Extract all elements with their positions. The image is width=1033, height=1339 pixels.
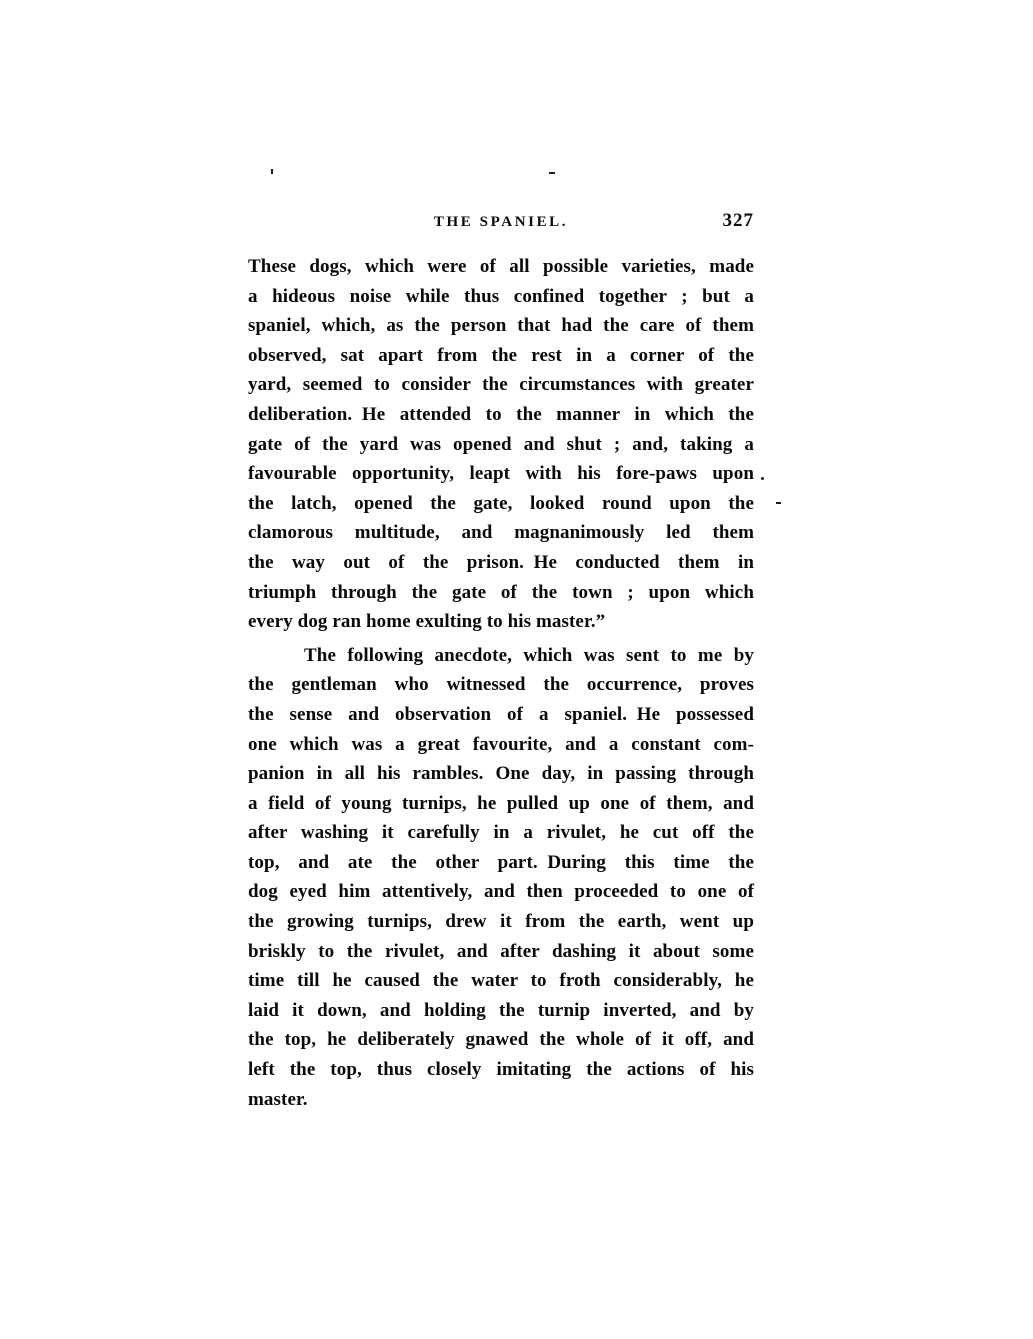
text-line: dog eyed him attentively, and then proceeded to one of (248, 881, 754, 903)
text-line: every dog ran home exulting to his master.” (248, 611, 606, 633)
text-line: top, and ate the other part. During this time the (248, 851, 754, 873)
text-line: briskly to the rivulet, and after dashing it about some (248, 940, 754, 962)
scan-speck (549, 172, 555, 174)
page-number: 327 (722, 210, 754, 231)
text-line: the top, he deliberately gnawed the whole of it off, and (248, 1029, 754, 1051)
text-line: one which was a great favourite, and a constant com- (248, 733, 754, 755)
text-line: The following anecdote, which was sent to me by (304, 644, 754, 666)
text-line: after washing it carefully in a rivulet, he cut off the (248, 822, 754, 844)
text-line: laid it down, and holding the turnip inverted, and by (248, 999, 754, 1021)
text-line: clamorous multitude, and magnanimously led them (248, 522, 754, 544)
text-line: spaniel, which, as the person that had the care of them (248, 315, 754, 337)
scan-speck (271, 169, 273, 174)
paragraph (248, 641, 754, 1115)
text-line: master. (248, 1088, 308, 1110)
running-header (248, 210, 754, 235)
text-line: These dogs, which were of all possible varieties, made (248, 256, 754, 277)
text-line: observed, sat apart from the rest in a corner of the (248, 344, 754, 366)
text-line: the gentleman who witnessed the occurrence, proves (248, 674, 754, 696)
text-line: a hideous noise while thus confined together ; but a (248, 285, 754, 307)
text-line: the sense and observation of a spaniel. He possessed (248, 703, 754, 725)
text-line: left the top, thus closely imitating the actions of his (248, 1059, 754, 1081)
scan-speck (761, 477, 764, 480)
text-line: gate of the yard was opened and shut ; and, taking a (248, 433, 754, 455)
text-line: the way out of the prison. He conducted them in (248, 551, 754, 573)
running-title: THE SPANIEL. (433, 214, 569, 230)
text-line: time till he caused the water to froth considerably, he (248, 970, 754, 992)
text-line: a field of young turnips, he pulled up one of them, and (248, 792, 754, 814)
text-line: favourable opportunity, leapt with his fore-paws upon (248, 463, 754, 485)
text-line: triumph through the gate of the town ; upon which (248, 581, 754, 603)
page-body (248, 252, 754, 1114)
paragraph (248, 252, 754, 637)
text-line: yard, seemed to consider the circumstances with greater (248, 374, 754, 396)
text-line: panion in all his rambles. One day, in passing through (248, 763, 754, 785)
scan-speck (776, 502, 781, 504)
text-line: the latch, opened the gate, looked round upon the (248, 492, 754, 514)
text-line: deliberation. He attended to the manner in which the (248, 403, 754, 425)
text-line: the growing turnips, drew it from the earth, went up (248, 911, 754, 933)
